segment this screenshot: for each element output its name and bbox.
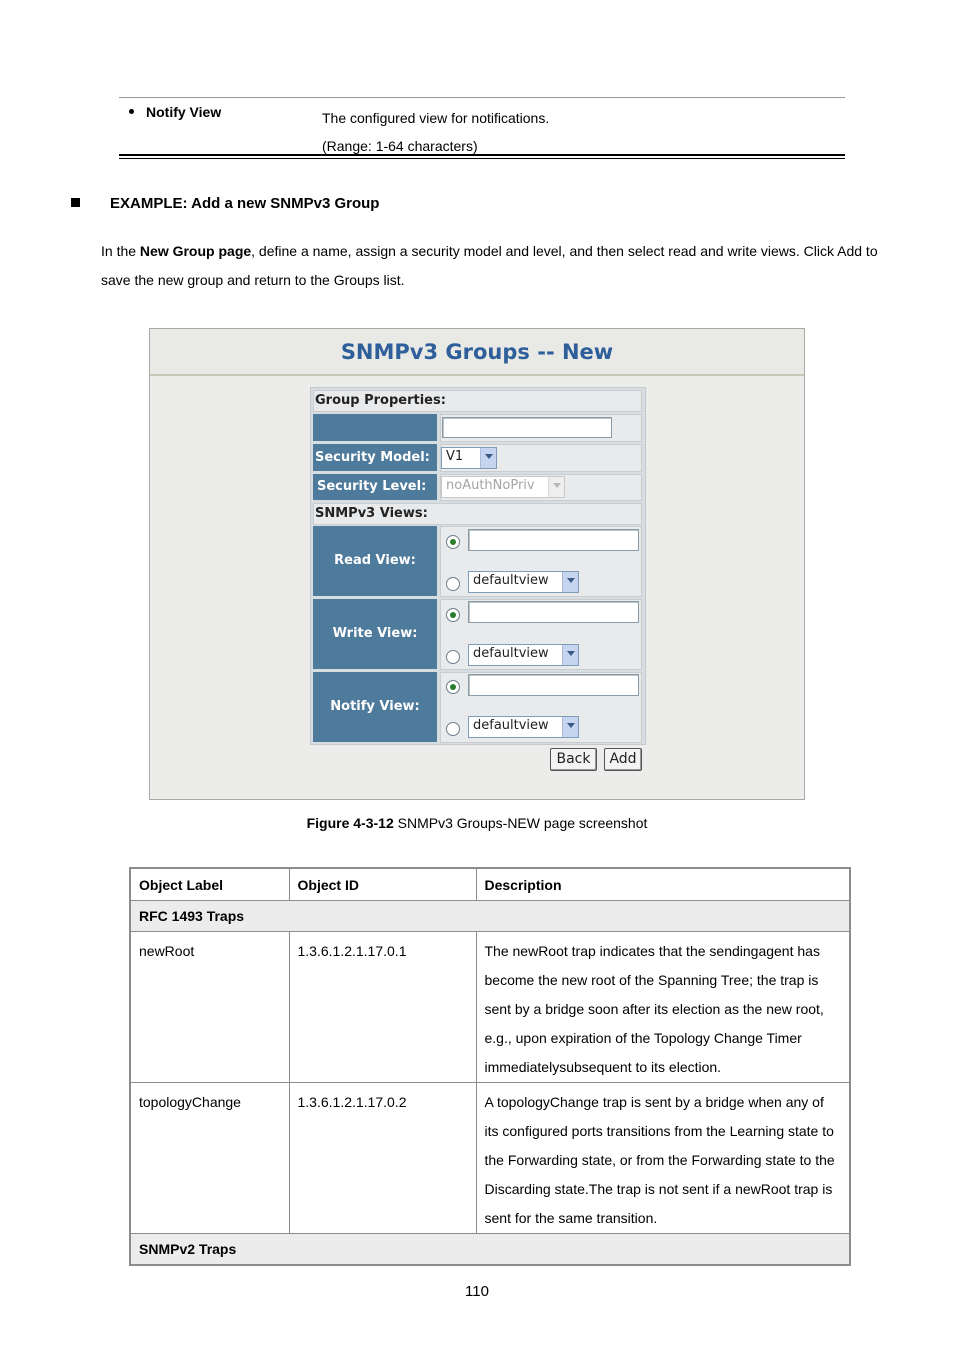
security-model-value: V1 — [446, 449, 464, 464]
panel-title: SNMPv3 Groups -- New — [340, 340, 614, 364]
write-view-select-value: defaultview — [473, 646, 549, 661]
group-snmpv2: SNMPv2 Traps — [130, 1234, 850, 1266]
write-view-custom-radio[interactable] — [446, 608, 460, 622]
param-description — [322, 104, 549, 160]
example-paragraph — [101, 237, 891, 295]
group-rfc1493: RFC 1493 Traps — [130, 901, 850, 932]
row-label: newRoot — [130, 932, 289, 1083]
header-object-id: Object ID — [289, 868, 476, 901]
chevron-down-icon — [548, 477, 564, 497]
read-view-select[interactable] — [468, 571, 579, 593]
table-row — [130, 932, 850, 1083]
table-header-row — [130, 868, 850, 901]
page-number: 110 — [465, 1283, 489, 1300]
security-level-label-cell — [313, 474, 437, 500]
chevron-down-icon[interactable] — [562, 645, 578, 665]
write-view-label: Write View: — [332, 626, 418, 641]
table-group-row — [130, 1234, 850, 1266]
write-view-preset-radio[interactable] — [446, 650, 460, 664]
param-desc-line1: The configured view for notifications. — [322, 110, 550, 126]
chevron-down-icon[interactable] — [562, 572, 578, 592]
read-view-input[interactable] — [468, 529, 639, 551]
param-table-top-rule — [119, 97, 845, 98]
para-bold: New Group page — [139, 243, 252, 259]
row-description: A topologyChange trap is sent by a bridge when any of its configured ports transitions from the Learning state to the Forwarding state, or from the Forwarding state to the Discarding state.The trap is not sent if a newRoot trap is sent for the same transition. — [476, 1083, 850, 1234]
chevron-down-icon[interactable] — [480, 448, 496, 468]
screenshot-panel — [149, 328, 805, 800]
read-view-label-cell — [313, 526, 437, 596]
security-model-label-cell — [313, 444, 437, 471]
square-bullet-icon — [71, 198, 80, 207]
group-name-label-cell — [313, 414, 437, 441]
table-group-row — [130, 901, 850, 932]
notify-view-input[interactable] — [468, 674, 639, 696]
row-description: The newRoot trap indicates that the sendingagent has become the new root of the Spanning Tree; the trap is sent by a bridge soon after its election as the new root, e.g., upon expiration of the Topology Change Timer immediatelysubsequent to its election. — [476, 932, 850, 1083]
table-row — [130, 1083, 850, 1234]
views-label: SNMPv3 Views: — [315, 506, 428, 521]
notify-view-select[interactable] — [468, 716, 579, 738]
add-button[interactable]: Add — [604, 748, 642, 771]
notify-view-label: Notify View: — [330, 699, 420, 714]
security-level-label: Security Level: — [317, 479, 427, 494]
group-properties-label: Group Properties: — [315, 393, 446, 408]
param-table-bottom-rule — [119, 154, 845, 156]
caption-bold: Figure 4-3-12 — [306, 815, 394, 831]
group-name-input[interactable] — [442, 417, 612, 438]
back-button[interactable]: Back — [550, 748, 597, 771]
security-model-label: Security Model: — [315, 450, 430, 465]
para-rest: , define a name, assign a security model and level, and then select read and write views. Click Add to save the new group and return to the Groups list. — [101, 243, 878, 288]
row-label: topologyChange — [130, 1083, 289, 1234]
read-view-select-value: defaultview — [473, 573, 549, 588]
notify-view-custom-radio[interactable] — [446, 680, 460, 694]
row-oid: 1.3.6.1.2.1.17.0.2 — [289, 1083, 476, 1234]
object-table — [129, 867, 851, 1266]
notify-view-preset-radio[interactable] — [446, 722, 460, 736]
read-view-custom-radio[interactable] — [446, 535, 460, 549]
example-heading: EXAMPLE: Add a new SNMPv3 Group — [110, 195, 380, 212]
notify-view-select-value: defaultview — [473, 718, 549, 733]
notify-view-label-cell — [313, 672, 437, 742]
caption-text: SNMPv3 Groups-NEW page screenshot — [393, 815, 648, 831]
row-oid: 1.3.6.1.2.1.17.0.1 — [289, 932, 476, 1083]
bullet-icon — [129, 109, 134, 114]
figure-caption — [0, 815, 954, 831]
param-desc-line2: (Range: 1-64 characters) — [322, 138, 478, 154]
write-view-select[interactable] — [468, 644, 579, 666]
chevron-down-icon[interactable] — [562, 717, 578, 737]
param-name: Notify View — [146, 104, 222, 120]
header-description: Description — [476, 868, 850, 901]
group-form — [310, 387, 646, 745]
read-view-preset-radio[interactable] — [446, 577, 460, 591]
security-level-select — [441, 476, 565, 498]
write-view-label-cell — [313, 599, 437, 669]
header-object-label: Object Label — [130, 868, 289, 901]
security-model-select[interactable] — [441, 447, 497, 469]
para-prefix: In the — [101, 243, 140, 259]
write-view-input[interactable] — [468, 601, 639, 623]
security-level-value: noAuthNoPriv — [446, 478, 535, 493]
read-view-label: Read View: — [334, 553, 416, 568]
param-table-bottom-rule-2 — [119, 158, 845, 159]
